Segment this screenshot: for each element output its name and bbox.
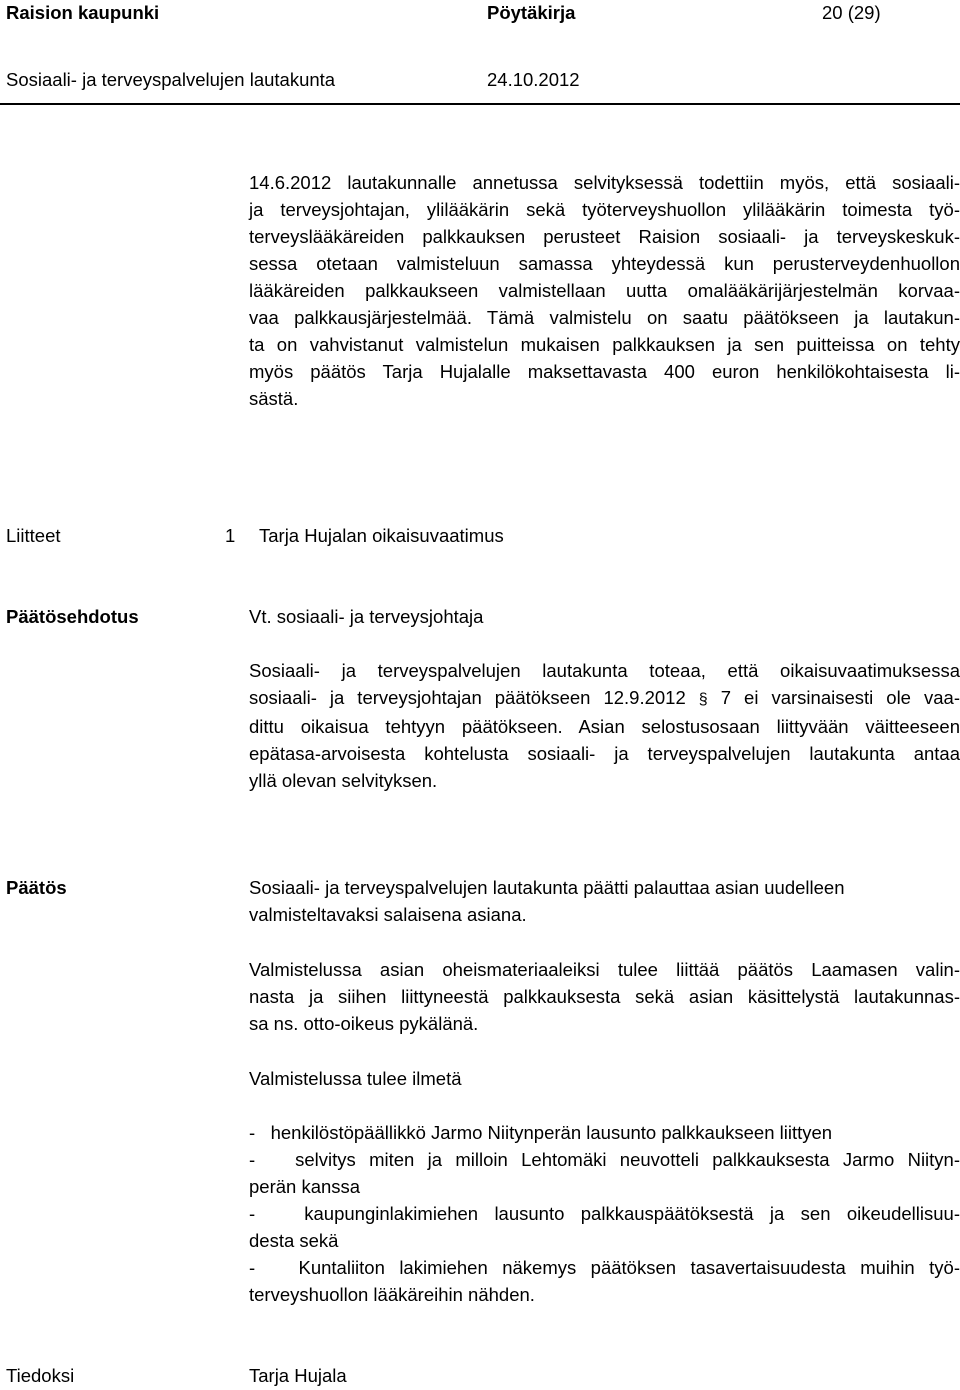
notify-label: Tiedoksi [6,1365,75,1386]
text-line: ja terveysjohtajan, ylilääkärin sekä työterveyshuollon ylilääkärin toimesta työ- [249,199,960,220]
list-item: - kaupunginlakimiehen lausunto palkkauspäätöksestä ja sen oikeudellisuu- [249,1203,960,1224]
header-divider [0,103,960,105]
text-line: epätasa-arvoisesta kohtelusta sosiaali- ja terveyspalvelujen lautakunta antaa [249,743,960,764]
text-line: terveyslääkäreiden palkkauksen perusteet Raision sosiaali- ja terveyskeskuk- [249,226,960,247]
text-line: Valmistelussa tulee ilmetä [249,1068,462,1089]
decision-paragraph-3 [249,1065,960,1092]
attachment-title: Tarja Hujalan oikaisuvaatimus [259,525,504,546]
list-item: - henkilöstöpäällikkö Jarmo Niitynperän lausunto palkkaukseen liittyen [249,1122,833,1143]
text-line: Sosiaali- ja terveyspalvelujen lautakunta päätti palauttaa asian uudelleen [249,877,845,898]
document-type: Pöytäkirja [487,2,576,23]
text-line: 14.6.2012 lautakunnalle annetussa selvityksessä todettiin myös, että sosiaali- [249,172,960,193]
intro-paragraph [249,169,960,412]
notify-recipient: Tarja Hujala [249,1365,347,1386]
text-line [249,684,960,713]
text-line: dittu oikaisua tehtyyn päätökseen. Asian selostusosaan liittyvään väitteeseen [249,716,960,737]
decision-label: Päätös [6,877,67,898]
text-line: sa ns. otto-oikeus pykälänä. [249,1013,479,1034]
list-item-continuation: terveyshuollon lääkäreihin nähden. [249,1284,535,1305]
text-line: lääkäreiden palkkaukseen valmistellaan uutta omalääkärijärjestelmän korvaa- [249,280,960,301]
proposer: Vt. sosiaali- ja terveysjohtaja [249,606,484,627]
attachments-label: Liitteet [6,525,61,546]
text-line: ta on vahvistanut valmistelun mukaisen palkkauksen ja sen puitteissa on tehty [249,334,960,355]
text-line: nasta ja siihen liittyneestä palkkauksesta sekä asian käsittelystä lautakunnas- [249,986,960,1007]
list-item-continuation: perän kanssa [249,1176,361,1197]
text-line: yllä olevan selvityksen. [249,770,438,791]
decision-paragraph-2 [249,956,960,1037]
text-line: sästä. [249,388,299,409]
meeting-date: 24.10.2012 [487,69,580,90]
proposal-text [249,657,960,794]
organization-name: Raision kaupunki [6,2,160,23]
text-line: myös päätös Tarja Hujalalle maksettavasta 400 euron henkilökohtaisesta li- [249,361,960,382]
text-segment: 7 ei varsinaisesti ole vaa- [707,687,960,708]
text-line: vaa palkkausjärjestelmää. Tämä valmistelu on saatu päätökseen ja lautakun- [249,307,960,328]
text-line: valmisteltavaksi salaisena asiana. [249,904,527,925]
text-line: Sosiaali- ja terveyspalvelujen lautakunta toteaa, että oikaisuvaatimuksessa [249,660,960,681]
section-mark: § [698,691,708,708]
list-item-continuation: desta sekä [249,1230,339,1251]
text-segment: sosiaali- ja terveysjohtajan päätökseen 12.9.2012 [249,687,699,708]
attachment-number: 1 [225,525,236,546]
committee-name: Sosiaali- ja terveyspalvelujen lautakunta [6,69,336,90]
text-line: sessa otetaan valmisteluun samassa yhteydessä kun perusterveydenhuollon [249,253,960,274]
list-item: - selvitys miten ja milloin Lehtomäki neuvotteli palkkauksesta Jarmo Niityn- [249,1149,960,1170]
list-item: - Kuntaliiton lakimiehen näkemys päätöksen tasavertaisuudesta muihin työ- [249,1257,960,1278]
page-number: 20 (29) [822,2,881,23]
requirements-list [249,1119,960,1308]
text-line: Valmistelussa asian oheismateriaaleiksi tulee liittää päätös Laamasen valin- [249,959,960,980]
decision-paragraph-1 [249,874,960,928]
proposal-label: Päätösehdotus [6,606,139,627]
